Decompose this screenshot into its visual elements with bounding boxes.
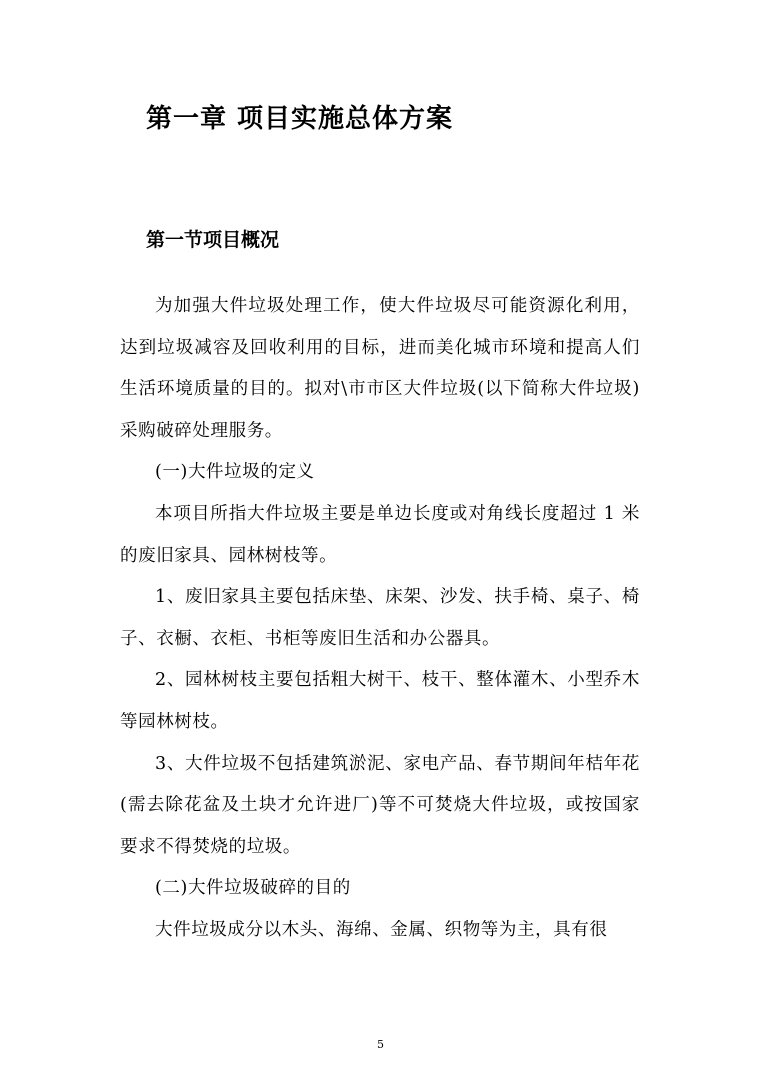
body-text [120,286,640,952]
section-title: 第一节项目概况 [146,229,280,251]
list-item-branches: 2、园林树枝主要包括粗大树干、枝干、整体灌木、小型乔木等园林树枝。 [120,670,640,732]
paragraph-definition: 本项目所指大件垃圾主要是单边长度或对角线长度超过 1 米的废旧家具、园林树枝等。 [120,503,640,566]
subheading-purpose: (二)大件垃圾破碎的目的 [155,878,351,899]
subheading-definition: (一)大件垃圾的定义 [155,462,315,483]
page-number: 5 [377,1038,384,1051]
list-item-exclusions: 3、大件垃圾不包括建筑淤泥、家电产品、春节期间年桔年花(需去除花盆及土块才允许进厂)等不可焚烧大件垃圾，或按国家要求不得焚烧的垃圾。 [120,753,640,857]
paragraph-purpose: 大件垃圾成分以木头、海绵、金属、织物等为主，具有很 [155,919,608,940]
paragraph-overview: 为加强大件垃圾处理工作，使大件垃圾尽可能资源化利用，达到垃圾减容及回收利用的目标，进而美化城市环境和提高人们生活环境质量的目的。拟对\市市区大件垃圾(以下简称大件垃圾)采购破碎处理服务。 [120,296,640,441]
chapter-title: 第一章 项目实施总体方案 [146,104,454,134]
list-item-furniture: 1、废旧家具主要包括床垫、床架、沙发、扶手椅、桌子、椅子、衣橱、衣柜、书柜等废旧生活和办公器具。 [120,587,640,649]
